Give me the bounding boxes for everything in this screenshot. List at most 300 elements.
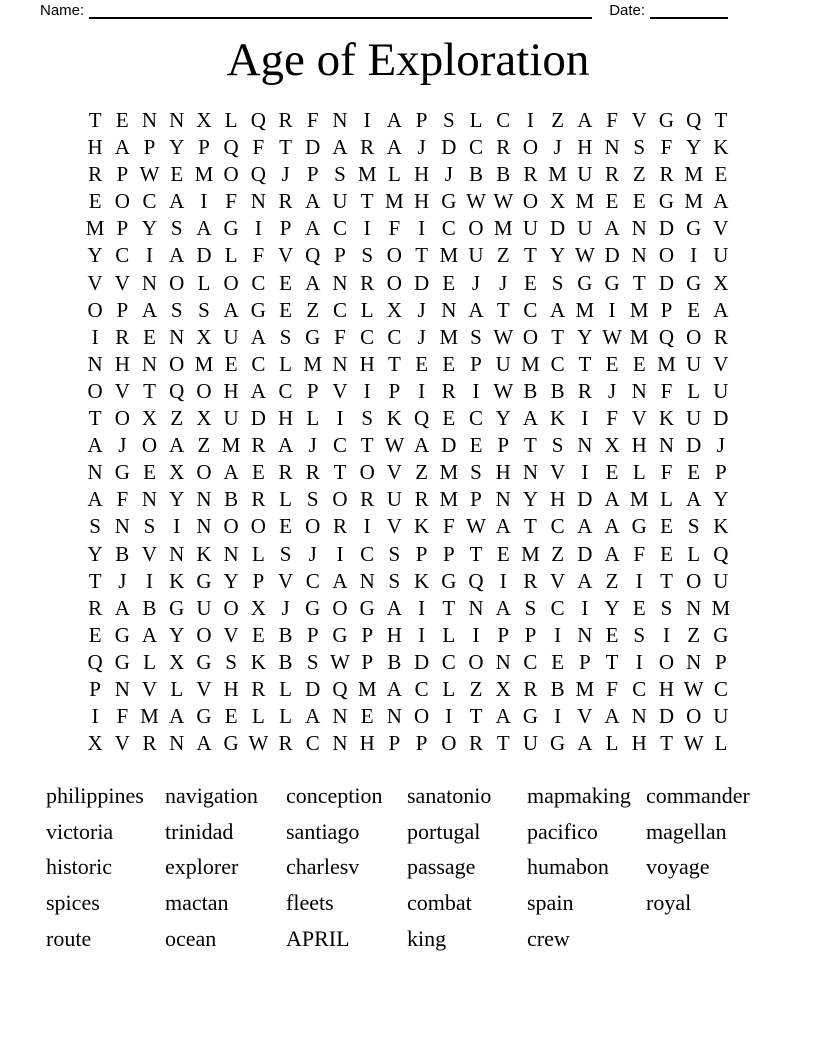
grid-cell: B [550,676,565,701]
grid-cell: O [332,487,348,512]
grid-cell: I [608,297,616,322]
grid-cell: I [526,108,534,132]
grid-cell: I [363,514,371,539]
grid-cell: U [686,406,702,431]
grid-cell: M [385,189,404,214]
grid-cell: A [522,406,539,431]
grid-cell: D [658,704,675,729]
grid-cell: E [224,351,238,376]
grid-cell: S [225,649,237,674]
grid-cell: X [386,297,402,322]
grid-cell: V [87,270,103,295]
grid-cell: H [550,487,566,512]
grid-cell: P [279,216,292,241]
grid-cell: R [523,676,538,701]
header-bar [40,3,816,19]
grid-cell: T [605,649,619,674]
grid-cell: D [414,270,430,295]
word-item: route [46,925,92,951]
grid-cell: U [713,704,729,729]
grid-cell: K [414,514,430,539]
grid-cell: I [146,243,154,268]
grid-cell: E [632,595,646,620]
grid-cell: I [418,216,426,241]
grid-cell: G [631,514,647,539]
word-item: victoria [46,818,114,844]
word-item: magellan [646,818,727,844]
grid-cell: N [332,731,348,756]
grid-cell: W [493,189,514,214]
grid-cell: U [196,595,212,620]
grid-cell: E [251,460,265,485]
grid-cell: I [336,541,344,566]
grid-cell: I [499,568,507,593]
grid-cell: W [493,378,514,403]
grid-cell: O [196,460,212,485]
grid-cell: O [522,189,539,214]
grid-cell: C [251,351,266,376]
grid-cell: S [551,270,564,295]
grid-cell: I [363,108,371,132]
grid-cell: M [684,162,704,187]
grid-cell: O [196,378,212,403]
grid-cell: L [143,649,156,674]
grid-cell: F [633,541,646,566]
word-item: APRIL [286,925,350,951]
grid-cell: L [687,541,701,566]
grid-cell: A [305,704,321,729]
grid-cell: M [575,676,595,701]
page-title: Age of Exploration [226,34,590,86]
grid-cell: S [89,514,101,539]
grid-cell: K [414,568,430,593]
grid-cell: F [606,676,618,701]
grid-cell: T [524,433,537,458]
grid-cell: S [470,324,482,349]
grid-cell: A [305,216,321,241]
grid-cell: O [686,568,702,593]
grid-cell: N [631,243,647,268]
grid-cell: A [250,378,266,403]
grid-cell: L [605,731,619,756]
grid-cell: E [496,541,510,566]
grid-cell: T [524,514,537,539]
grid-cell: J [308,541,317,566]
grid-cell: M [357,162,377,187]
grid-cell: H [631,731,647,756]
grid-cell: N [141,487,158,512]
grid-cell: I [200,189,208,214]
grid-cell: R [713,324,728,349]
grid-cell: L [714,731,728,756]
grid-cell: T [333,460,347,485]
grid-cell: C [632,676,647,701]
grid-cell: K [713,135,729,160]
grid-cell: S [306,487,319,512]
grid-cell: W [466,189,486,214]
grid-cell: G [305,595,321,620]
grid-cell: M [629,324,649,349]
grid-cell: F [660,135,673,160]
grid-cell: V [141,676,158,701]
grid-cell: A [305,189,321,214]
grid-cell: A [250,324,266,349]
grid-cell: R [142,731,157,756]
grid-cell: O [414,704,430,729]
grid-cell: A [686,487,702,512]
grid-cell: J [417,135,426,160]
grid-cell: N [169,108,185,132]
grid-cell: H [277,406,294,431]
grid-cell: J [553,135,562,160]
grid-cell: B [224,487,239,512]
grid-cell: H [386,622,402,647]
grid-cell: Z [469,676,483,701]
grid-cell: S [279,324,292,349]
grid-cell: A [332,568,348,593]
grid-cell: S [687,514,700,539]
grid-cell: O [332,595,348,620]
grid-cell: S [660,595,673,620]
grid-cell: Y [141,216,158,241]
grid-cell: I [418,595,426,620]
grid-cell: U [223,406,239,431]
grid-cell: R [577,378,592,403]
grid-cell: O [114,189,130,214]
grid-cell: P [715,649,727,674]
grid-cell: F [606,406,618,431]
grid-cell: Q [250,108,266,132]
grid-cell: P [361,622,374,647]
grid-cell: C [305,731,320,756]
grid-cell: F [606,108,618,132]
grid-cell: Y [87,541,103,566]
word-item: voyage [646,854,710,880]
grid-cell: E [632,351,646,376]
grid-cell: O [386,243,402,268]
grid-cell: N [332,108,348,132]
grid-cell: U [713,243,729,268]
grid-cell: T [279,135,292,160]
grid-cell: I [554,704,562,729]
grid-cell: N [169,731,185,756]
grid-cell: G [550,731,566,756]
grid-cell: U [468,243,484,268]
grid-cell: T [469,704,483,729]
grid-cell: R [278,108,293,132]
grid-cell: Y [686,135,702,160]
grid-cell: P [306,622,319,647]
grid-cell: C [523,297,538,322]
grid-cell: R [469,731,484,756]
grid-cell: P [497,433,510,458]
grid-cell: D [441,433,457,458]
grid-cell: G [522,704,539,729]
grid-cell: M [303,351,323,376]
word-item: trinidad [165,818,234,844]
grid-cell: I [581,460,589,485]
grid-cell: L [469,108,483,132]
grid-cell: A [495,704,511,729]
grid-cell: A [223,297,239,322]
grid-cell: T [551,324,565,349]
grid-cell: L [442,676,456,701]
grid-cell: E [442,351,456,376]
grid-cell: O [87,378,103,403]
grid-cell: W [574,243,595,268]
grid-cell: L [279,487,292,512]
grid-cell: C [441,649,456,674]
grid-cell: L [170,676,184,701]
grid-cell: O [386,270,402,295]
word-item: royal [646,890,692,916]
grid-cell: I [91,324,99,349]
grid-cell: D [305,676,321,701]
grid-cell: S [334,162,346,187]
grid-cell: N [495,487,511,512]
grid-cell: N [332,270,348,295]
grid-cell: O [468,649,484,674]
word-item: charlesv [286,854,360,880]
grid-cell: E [605,460,619,485]
grid-cell: D [550,216,566,241]
grid-cell: J [417,297,426,322]
grid-cell: A [604,487,620,512]
grid-cell: Q [468,568,484,593]
grid-cell: P [470,487,482,512]
grid-cell: X [169,460,185,485]
grid-cell: M [629,487,649,512]
grid-cell: N [332,351,348,376]
grid-cell: P [442,541,455,566]
grid-cell: I [418,378,426,403]
grid-cell: L [660,487,673,512]
word-item: ocean [165,925,217,951]
grid-cell: K [386,406,402,431]
grid-cell: A [114,595,130,620]
grid-cell: E [605,351,619,376]
grid-cell: I [363,378,371,403]
grid-cell: K [250,649,266,674]
grid-cell: I [581,406,589,431]
grid-cell: B [469,162,484,187]
word-item: king [407,925,447,951]
grid-cell: N [141,108,158,132]
grid-cell: I [581,595,589,620]
grid-cell: A [577,514,593,539]
grid-cell: T [442,595,456,620]
grid-cell: H [577,135,593,160]
grid-cell: Q [87,649,103,674]
grid-cell: G [713,622,729,647]
grid-cell: J [716,433,725,458]
grid-cell: Q [332,676,348,701]
grid-cell: S [388,568,401,593]
grid-cell: N [686,595,702,620]
grid-cell: G [359,595,375,620]
grid-cell: Z [551,541,565,566]
grid-cell: Q [169,378,185,403]
grid-cell: E [170,162,184,187]
grid-cell: M [657,351,676,376]
grid-cell: O [522,135,539,160]
grid-cell: Y [169,487,185,512]
grid-cell: H [223,378,239,403]
grid-cell: I [472,622,480,647]
grid-cell: S [361,243,374,268]
name-blank-line [89,4,592,19]
grid-cell: V [332,378,348,403]
grid-cell: M [85,216,105,241]
grid-cell: X [196,108,212,132]
grid-cell: R [360,135,375,160]
grid-cell: L [224,108,238,132]
grid-cell: I [635,568,643,593]
grid-cell: K [169,568,185,593]
grid-cell: M [439,460,459,485]
grid-cell: R [278,189,293,214]
grid-cell: F [660,460,673,485]
grid-cell: R [251,676,266,701]
grid-cell: P [415,731,428,756]
grid-cell: P [388,731,401,756]
grid-cell: G [604,270,620,295]
grid-cell: S [442,108,455,132]
grid-cell: C [332,216,347,241]
grid-cell: O [141,433,158,458]
grid-cell: T [88,568,102,593]
grid-cell: F [116,704,129,729]
grid-cell: M [521,541,540,566]
grid-cell: M [493,216,513,241]
grid-cell: F [388,216,401,241]
grid-cell: M [194,162,214,187]
grid-cell: I [91,704,99,729]
grid-cell: T [496,297,510,322]
grid-cell: I [445,704,453,729]
grid-cell: E [687,460,701,485]
grid-cell: O [250,514,266,539]
grid-cell: A [169,189,185,214]
grid-cell: P [415,541,428,566]
grid-cell: A [169,704,185,729]
grid-cell: H [414,189,430,214]
grid-cell: X [196,324,212,349]
grid-cell: I [635,649,643,674]
grid-cell: E [360,704,374,729]
word-item: spain [527,890,574,916]
word-item: explorer [165,854,239,880]
grid-cell: Z [306,297,320,322]
grid-cell: M [439,243,459,268]
grid-cell: S [524,595,537,620]
date-label: Date: [609,2,646,19]
grid-cell: C [305,568,320,593]
grid-cell: N [169,324,185,349]
grid-cell: I [173,514,181,539]
grid-cell: V [141,541,158,566]
grid-cell: F [252,243,265,268]
grid-cell: S [388,541,401,566]
grid-cell: R [441,378,456,403]
grid-cell: U [522,216,539,241]
grid-cell: G [686,270,702,295]
word-item: pacifico [527,818,598,844]
grid-cell: D [441,135,457,160]
grid-cell: N [468,595,484,620]
grid-cell: V [223,622,239,647]
grid-cell: A [223,460,239,485]
grid-cell: M [439,487,459,512]
grid-cell: R [496,135,511,160]
grid-cell: X [250,595,266,620]
grid-cell: A [386,676,402,701]
grid-cell: E [143,324,156,349]
grid-cell: W [493,324,514,349]
grid-cell: A [386,595,402,620]
grid-cell: V [277,568,294,593]
word-item: commander [646,783,750,809]
grid-cell: G [114,622,130,647]
grid-cell: L [251,541,265,566]
grid-cell: Z [551,108,565,132]
word-bank [46,778,816,956]
grid-cell: T [360,189,374,214]
grid-cell: C [523,649,538,674]
grid-cell: G [658,189,675,214]
grid-cell: N [604,135,620,160]
grid-cell: O [114,406,130,431]
grid-cell: T [143,378,156,403]
grid-cell: G [223,216,239,241]
grid-cell: F [334,324,346,349]
grid-cell: N [87,460,103,485]
grid-cell: F [252,135,265,160]
grid-cell: S [361,406,374,431]
grid-cell: A [332,135,348,160]
grid-cell: X [169,649,185,674]
grid-cell: R [360,487,375,512]
grid-cell: G [196,568,212,593]
grid-cell: W [466,514,486,539]
grid-cell: A [141,297,158,322]
grid-cell: L [279,704,292,729]
grid-cell: A [495,595,511,620]
grid-cell: E [415,351,429,376]
grid-cell: K [196,541,212,566]
grid-cell: D [196,243,212,268]
grid-cell: A [386,135,402,160]
grid-cell: V [631,108,647,132]
grid-cell: N [196,487,212,512]
grid-cell: W [384,433,405,458]
grid-cell: I [418,622,426,647]
grid-cell: R [88,162,103,187]
grid-cell: A [114,135,130,160]
grid-cell: B [550,378,565,403]
grid-cell: R [88,595,103,620]
grid-cell: T [360,433,374,458]
word-item: spices [46,890,100,916]
grid-cell: W [683,676,704,701]
grid-cell: N [686,649,702,674]
grid-cell: A [550,297,566,322]
grid-cell: L [279,351,292,376]
grid-cell: M [194,351,214,376]
grid-cell: P [252,568,265,593]
grid-cell: A [305,270,321,295]
grid-cell: G [686,216,702,241]
